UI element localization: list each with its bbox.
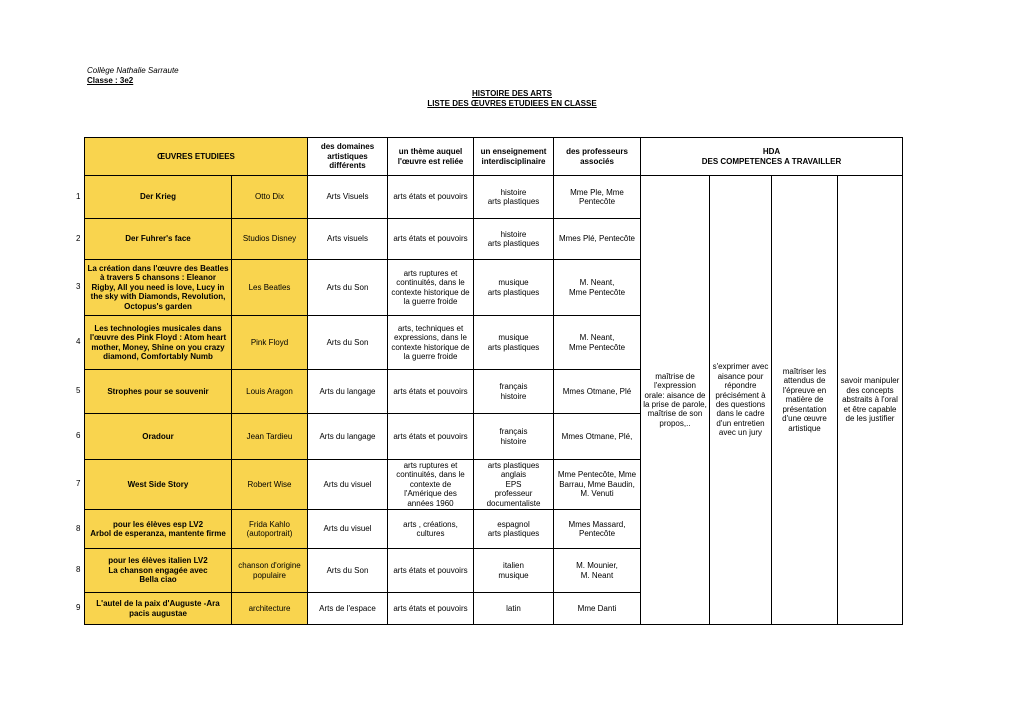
artiste-cell: Frida Kahlo (autoportrait) (232, 510, 308, 549)
enseignement-cell: musique arts plastiques (474, 260, 554, 316)
competence-epreuve: maîtriser les attendus de l'épreuve en matière de présentation d'une œuvre artistique (772, 176, 838, 625)
artiste-cell: Louis Aragon (232, 370, 308, 414)
oeuvre-cell: West Side Story (85, 460, 232, 510)
oeuvre-cell: Oradour (85, 414, 232, 460)
row-number: 9 (76, 603, 81, 612)
oeuvres-table (84, 137, 903, 625)
theme-cell: arts états et pouvoirs (388, 414, 474, 460)
oeuvre-cell: La création dans l'œuvre des Beatles à travers 5 chansons : Eleanor Rigby, All you need is love, Lucy in the sky with Diamonds, Revolution, Octopus's garden (85, 260, 232, 316)
competence-concepts: savoir manipuler des concepts abstraits à l'oral et être capable de les justifier (838, 176, 903, 625)
oeuvre-cell: Strophes pour se souvenir (85, 370, 232, 414)
enseignement-cell: italien musique (474, 549, 554, 593)
enseignement-cell: musique arts plastiques (474, 316, 554, 370)
professeurs-cell: Mmes Otmane, Plé, (554, 414, 641, 460)
domaine-cell: Arts du Son (308, 549, 388, 593)
theme-cell: arts ruptures et continuités, dans le contexte historique de la guerre froide (388, 260, 474, 316)
artiste-cell: architecture (232, 593, 308, 625)
domaine-cell: Arts Visuels (308, 176, 388, 219)
table-row (85, 176, 903, 219)
row-number: 1 (76, 191, 81, 201)
oeuvre-cell: pour les élèves italien LV2 La chanson engagée avec Bella ciao (85, 549, 232, 593)
artiste-cell: Otto Dix (232, 176, 308, 219)
oeuvre-cell: Les technologies musicales dans l'œuvre des Pink Floyd : Atom heart mother, Money, Shine on you crazy diamond, Comfortably Numb (85, 316, 232, 370)
enseignement-cell: latin (474, 593, 554, 625)
artiste-cell: Jean Tardieu (232, 414, 308, 460)
header-theme: un thème auquel l'œuvre est reliée (388, 138, 474, 176)
theme-cell: arts états et pouvoirs (388, 176, 474, 219)
theme-cell: arts, techniques et expressions, dans le contexte historique de la guerre froide (388, 316, 474, 370)
professeurs-cell: Mme Danti (554, 593, 641, 625)
professeurs-cell: M. Neant, Mme Pentecôte (554, 260, 641, 316)
theme-cell: arts ruptures et continuités, dans le contexte de l'Amérique des années 1960 (388, 460, 474, 510)
competence-entretien: s'exprimer avec aisance pour répondre précisément à des questions dans le cadre d'un entretien avec un jury (710, 176, 772, 625)
theme-cell: arts états et pouvoirs (388, 549, 474, 593)
row-number: 4 (76, 337, 81, 346)
enseignement-cell: histoire arts plastiques (474, 176, 554, 219)
artiste-cell: Pink Floyd (232, 316, 308, 370)
domaine-cell: Arts du Son (308, 316, 388, 370)
professeurs-cell: Mmes Massard, Pentecôte (554, 510, 641, 549)
competence-orale: maîtrise de l'expression orale: aisance de la prise de parole, maîtrise de son propos,.. (641, 176, 710, 625)
theme-cell: arts , créations, cultures (388, 510, 474, 549)
artiste-cell: Robert Wise (232, 460, 308, 510)
domaine-cell: Arts du langage (308, 370, 388, 414)
row-number: 8 (76, 565, 81, 574)
row-number: 8 (76, 523, 81, 533)
domaine-cell: Arts du visuel (308, 510, 388, 549)
header-oeuvres: ŒUVRES ETUDIEES (85, 138, 308, 176)
theme-cell: arts états et pouvoirs (388, 370, 474, 414)
oeuvre-cell: L'autel de la paix d'Auguste -Ara pacis augustae (85, 593, 232, 625)
doc-title: HISTOIRE DES ARTS (471, 89, 552, 98)
professeurs-cell: M. Neant, Mme Pentecôte (554, 316, 641, 370)
professeurs-cell: Mme Pentecôte, Mme Barrau, Mme Baudin, M. Venuti (554, 460, 641, 510)
artiste-cell: Les Beatles (232, 260, 308, 316)
row-number: 6 (76, 431, 81, 440)
header-enseignement: un enseignement interdisciplinaire (474, 138, 554, 176)
professeurs-cell: Mmes Plé, Pentecôte (554, 219, 641, 260)
professeurs-cell: M. Mounier, M. Neant (554, 549, 641, 593)
domaine-cell: Arts du visuel (308, 460, 388, 510)
domaine-cell: Arts de l'espace (308, 593, 388, 625)
class-label: Classe : 3e2 (87, 76, 134, 85)
theme-cell: arts états et pouvoirs (388, 219, 474, 260)
header-hda: HDA DES COMPETENCES A TRAVAILLER (641, 138, 903, 176)
header-professeurs: des professeurs associés (554, 138, 641, 176)
domaine-cell: Arts visuels (308, 219, 388, 260)
row-number: 5 (76, 386, 81, 395)
enseignement-cell: français histoire (474, 370, 554, 414)
professeurs-cell: Mme Ple, Mme Pentecôte (554, 176, 641, 219)
enseignement-cell: histoire arts plastiques (474, 219, 554, 260)
row-number: 2 (76, 233, 81, 243)
theme-cell: arts états et pouvoirs (388, 593, 474, 625)
enseignement-cell: français histoire (474, 414, 554, 460)
artiste-cell: Studios Disney (232, 219, 308, 260)
oeuvre-cell: pour les élèves esp LV2 Arbol de esperanza, mantente firme (85, 510, 232, 549)
oeuvre-cell: Der Krieg (85, 176, 232, 219)
artiste-cell: chanson d'origine populaire (232, 549, 308, 593)
doc-subtitle: LISTE DES ŒUVRES ETUDIEES EN CLASSE (427, 99, 597, 108)
row-number: 3 (76, 282, 81, 291)
domaine-cell: Arts du Son (308, 260, 388, 316)
enseignement-cell: arts plastiques anglais EPS professeur documentaliste (474, 460, 554, 510)
enseignement-cell: espagnol arts plastiques (474, 510, 554, 549)
header-domaines: des domaines artistiques différents (308, 138, 388, 176)
oeuvre-cell: Der Fuhrer's face (85, 219, 232, 260)
row-number: 7 (76, 479, 81, 488)
domaine-cell: Arts du langage (308, 414, 388, 460)
school-name: Collège Nathalie Sarraute (87, 66, 179, 75)
professeurs-cell: Mmes Otmane, Plé (554, 370, 641, 414)
